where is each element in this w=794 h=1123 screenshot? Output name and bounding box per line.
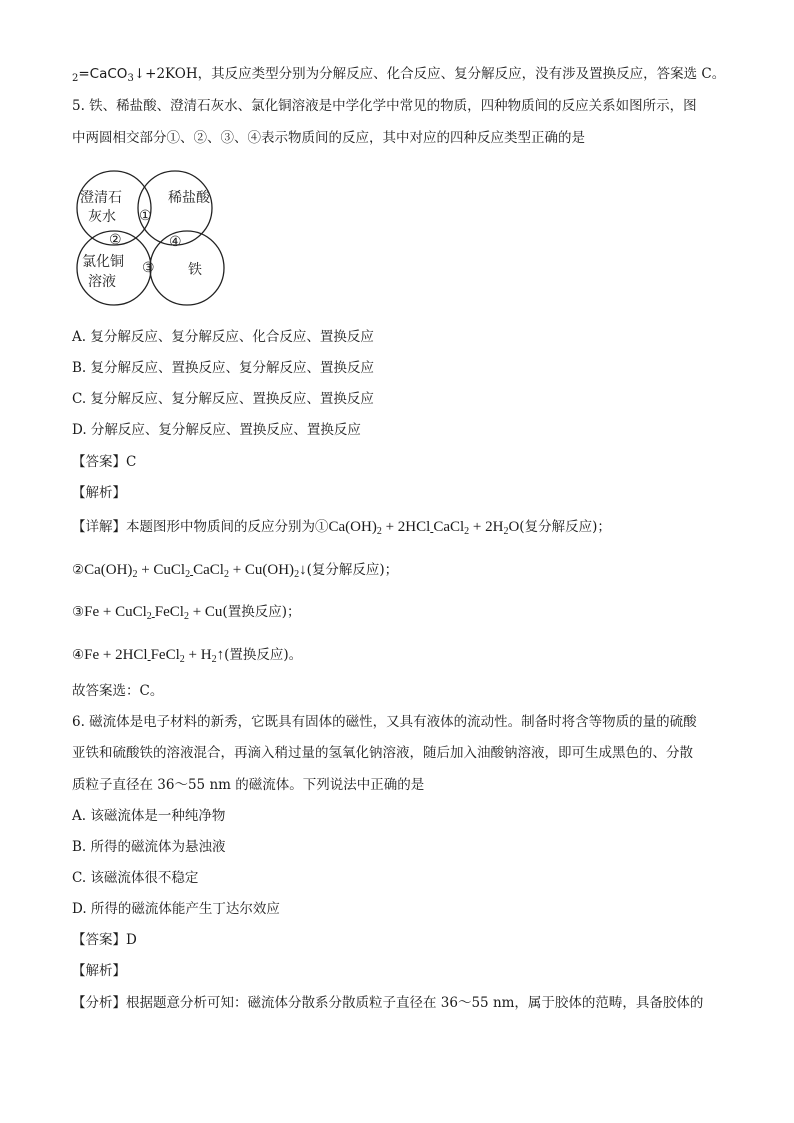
answer-value: D (126, 932, 137, 948)
equation-3: Fe + CuCl$_2$ FeCl$_2$ + Cu (84, 604, 223, 622)
venn-diagram (72, 168, 232, 316)
marker-text: ② (72, 562, 85, 578)
equation-3-type: (置换反应)； (222, 604, 301, 620)
q5-equation-2-line (72, 560, 398, 580)
marker-2: ② (109, 232, 122, 248)
q6-stem-line2: 亚铁和硫酸铁的溶液混合，再滴入稍过量的氢氧化钠溶液，随后加入油酸钠溶液，即可生成黑色的、分散 (72, 745, 693, 761)
q6-stem-line1: 6. 磁流体是电子材料的新秀，它既具有固体的磁性，又具有液体的流动性。制备时将含等物质的量的硫酸 (72, 714, 697, 730)
q6-option-a: A. 该磁流体是一种纯净物 (72, 808, 226, 824)
equation-4: Fe + 2HCl FeCl$_2$ + $H_2↑$ (84, 647, 225, 665)
label-lime-water-2: 灰水 (88, 209, 116, 225)
fenxi-text: 根据题意分析可知：磁流体分散系分散质粒子直径在 36～55 nm，属于胶体的范畴，具备胶体的 (126, 995, 704, 1011)
marker-3: ③ (142, 260, 155, 276)
fenxi-label: 【分析】 (72, 995, 126, 1011)
q6-analysis-label: 【解析】 (72, 963, 126, 979)
q5-option-c: C. 复分解反应、复分解反应、置换反应、置换反应 (72, 391, 374, 407)
intro-text: ↓+2KOH，其反应类型分别为分解反应、化合反应、复分解反应，没有涉及置换反应，答案选 C。 (133, 66, 726, 82)
intro-line (72, 64, 725, 84)
q6-stem-line3: 质粒子直径在 36～55 nm 的磁流体。下列说法中正确的是 (72, 777, 425, 793)
label-hydrochloric-acid: 稀盐酸 (168, 190, 210, 206)
detail-label: 【详解】 (72, 519, 126, 535)
q6-option-b: B. 所得的磁流体为悬浊液 (72, 839, 226, 855)
equation-2: $Ca(OH)_2$ + CuCl$_2$ CaCl$_2$ + $Cu(OH)_2↓$ (84, 562, 307, 580)
q5-conclusion: 故答案选：C。 (72, 683, 164, 699)
marker-1: ① (139, 208, 152, 224)
q5-analysis-label: 【解析】 (72, 485, 126, 501)
equation-1-type: (复分解反应)； (519, 519, 611, 535)
q6-option-c: C. 该磁流体很不稳定 (72, 870, 199, 886)
formula-text: =CaCO (78, 66, 128, 82)
q5-answer (72, 452, 136, 472)
label-lime-water-1: 澄清石 (80, 190, 122, 206)
q5-stem-line1: 5. 铁、稀盐酸、澄清石灰水、氯化铜溶液是中学化学中常见的物质，四种物质间的反应关系如图所示，图 (72, 98, 697, 114)
q5-option-a: A. 复分解反应、复分解反应、化合反应、置换反应 (72, 329, 374, 345)
marker-text: ④ (72, 647, 85, 663)
q5-stem-line2: 中两圆相交部分①、②、③、④表示物质间的反应，其中对应的四种反应类型正确的是 (72, 130, 585, 146)
equation-4-type: (置换反应)。 (224, 647, 303, 663)
marker-4: ④ (169, 234, 182, 250)
answer-label: 【答案】 (72, 454, 126, 470)
q5-option-b: B. 复分解反应、置换反应、复分解反应、置换反应 (72, 360, 375, 376)
q5-option-d: D. 分解反应、复分解反应、置换反应、置换反应 (72, 422, 361, 438)
equation-2-type: (复分解反应)； (306, 562, 399, 578)
label-copper-chloride-2: 溶液 (88, 274, 116, 290)
label-copper-chloride-1: 氯化铜 (82, 254, 124, 270)
label-iron: 铁 (188, 262, 202, 278)
subscript: 3 (127, 73, 134, 84)
equation-1: $Ca(OH)_2 + 2HCl$ CaCl$_2$ + $2H_2O$ (328, 519, 520, 537)
circle-iron (150, 231, 224, 305)
subscript: 2 (72, 73, 79, 84)
marker-text: ③ (72, 604, 85, 620)
q6-answer (72, 930, 137, 950)
answer-value: C (126, 454, 137, 470)
q6-fenxi-line (72, 993, 703, 1013)
answer-label: 【答案】 (72, 932, 126, 948)
q5-equation-3-line (72, 602, 300, 622)
q5-equation-4-line (72, 645, 302, 665)
q5-detail-line (72, 517, 611, 537)
q6-option-d: D. 所得的磁流体能产生丁达尔效应 (72, 901, 280, 917)
detail-text: 本题图形中物质间的反应分别为① (126, 519, 329, 535)
